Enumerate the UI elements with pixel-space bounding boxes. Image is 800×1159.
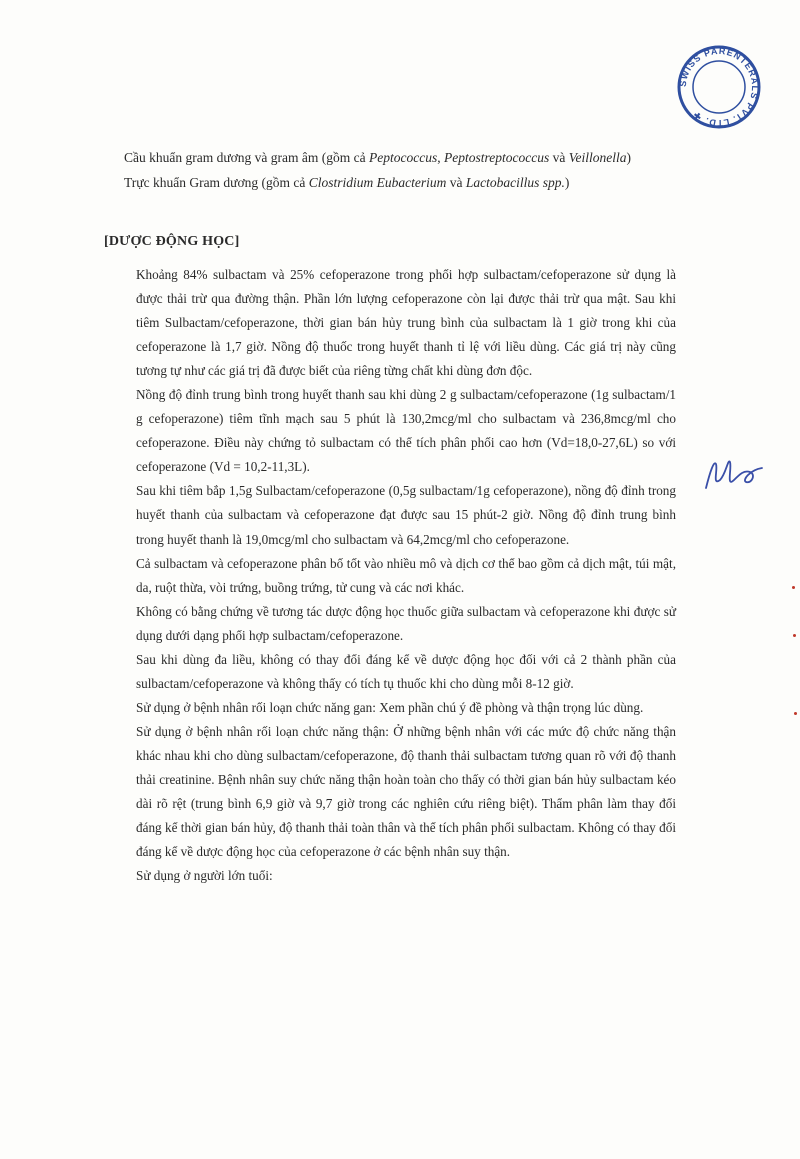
species-name: Clostridium Eubacterium xyxy=(308,174,447,190)
section-heading: [DƯỢC ĐỘNG HỌC] xyxy=(104,234,240,249)
text-segment: ) xyxy=(626,150,631,165)
organism-list xyxy=(124,146,684,195)
scan-speck xyxy=(794,712,797,715)
text-segment: và xyxy=(446,174,466,190)
paragraph: Sau khi dùng đa liều, không có thay đổi đáng kể về dược động học đối với cả 2 thành phần của sulbactam/cefoperazone và không thấy có tích tụ thuốc khi cho dùng mỗi 8-12 giờ. xyxy=(136,651,676,691)
text-segment: , xyxy=(437,150,444,165)
scan-speck xyxy=(793,634,796,637)
gram-bacilli-line xyxy=(124,171,684,196)
text-segment: Cầu khuẩn gram dương và gram âm (gồm cả xyxy=(124,150,370,165)
paragraph: Nồng độ đỉnh trung bình trong huyết thanh sau khi dùng 2 g sulbactam/cefoperazone (1g sulbactam/1 g cefoperazone) tiêm tĩnh mạch sau 5 phút là 130,2mcg/ml cho sulbactam và 236,8mcg/ml cho cefoperazone. Điều này chứng tỏ sulbactam có thể tích phân phối cao hơn (Vd=18,0-27,6L) so với cefoperazone (Vd = 10,2-11,3L). xyxy=(136,387,676,475)
text-segment: và xyxy=(549,150,569,165)
scan-speck xyxy=(792,586,795,589)
handwritten-signature xyxy=(700,450,770,500)
company-stamp xyxy=(676,44,762,130)
paragraph: Sử dụng ở bệnh nhân rối loạn chức năng thận: Ở những bệnh nhân với các mức độ chức năng thận khác nhau khi cho dùng sulbactam/cefoperazone, độ thanh thải sulbactam tương quan rõ với độ thanh thải creatinine. Bệnh nhân suy chức năng thận hoàn toàn cho thấy có thời gian bán hủy sulbactam kéo dài rõ rệt (trung bình 6,9 giờ và 9,7 giờ trong các nghiên cứu riêng biệt). Thẩm phân làm thay đổi đáng kể thời gian bán hủy, độ thanh thải toàn thân và thể tích phân phối sulbactam. Không có thay đổi đáng kể về dược động học của cefoperazone ở các bệnh nhân suy thận. xyxy=(136,723,676,860)
svg-text:SWISS PARENTERALS PVT. LTD. ✚: SWISS PARENTERALS PVT. LTD. ✚ xyxy=(677,45,761,129)
species-name: Lactobacillus spp. xyxy=(465,174,565,190)
paragraph: Khoảng 84% sulbactam và 25% cefoperazone trong phối hợp sulbactam/cefoperazone sử dụng là được thải trừ qua đường thận. Phần lớn lượng cefoperazone còn lại được thải trừ qua mật. Sau khi tiêm Sulbactam/cefoperazone, thời gian bán hủy trung bình của sulbactam là 1 giờ trong khi của cefoperazone là 1,7 giờ. Nồng độ thuốc trong huyết thanh tỉ lệ với liều dùng. Các giá trị này cũng tương tự như các giá trị đã được biết của riêng từng chất khi dùng đơn độc. xyxy=(136,267,676,379)
gram-cocci-line xyxy=(124,146,684,171)
species-name: Peptostreptococcus xyxy=(443,150,550,165)
paragraph: Cả sulbactam và cefoperazone phân bố tốt vào nhiều mô và dịch cơ thể bao gồm cả dịch mật, túi mật, da, ruột thừa, vòi trứng, buồng trứng, tử cung và các nơi khác. xyxy=(136,555,676,595)
paragraph: Sau khi tiêm bắp 1,5g Sulbactam/cefoperazone (0,5g sulbactam/1g cefoperazone), nồng độ đỉnh trong huyết thanh của sulbactam và cefoperazone đạt được sau 15 phút-2 giờ. Nồng độ đỉnh trung bình trong huyết thanh là 19,0mcg/ml cho sulbactam và 64,2mcg/ml cho cefoperazone. xyxy=(136,483,676,547)
text-segment: Trực khuẩn Gram dương (gồm cả xyxy=(124,174,309,190)
species-name: Peptococcus xyxy=(369,150,438,165)
paragraph: Không có bằng chứng về tương tác dược động học thuốc giữa sulbactam và cefoperazone khi được sử dụng dưới dạng phối hợp sulbactam/cefoperazone. xyxy=(136,603,676,643)
section-body xyxy=(136,263,676,888)
paragraph: Sử dụng ở người lớn tuổi: xyxy=(136,868,273,884)
text-segment: ) xyxy=(564,174,570,190)
paragraph: Sử dụng ở bệnh nhân rối loạn chức năng gan: Xem phần chú ý đề phòng và thận trọng lúc dùng. xyxy=(136,699,644,715)
species-name: Veillonella xyxy=(568,150,627,165)
